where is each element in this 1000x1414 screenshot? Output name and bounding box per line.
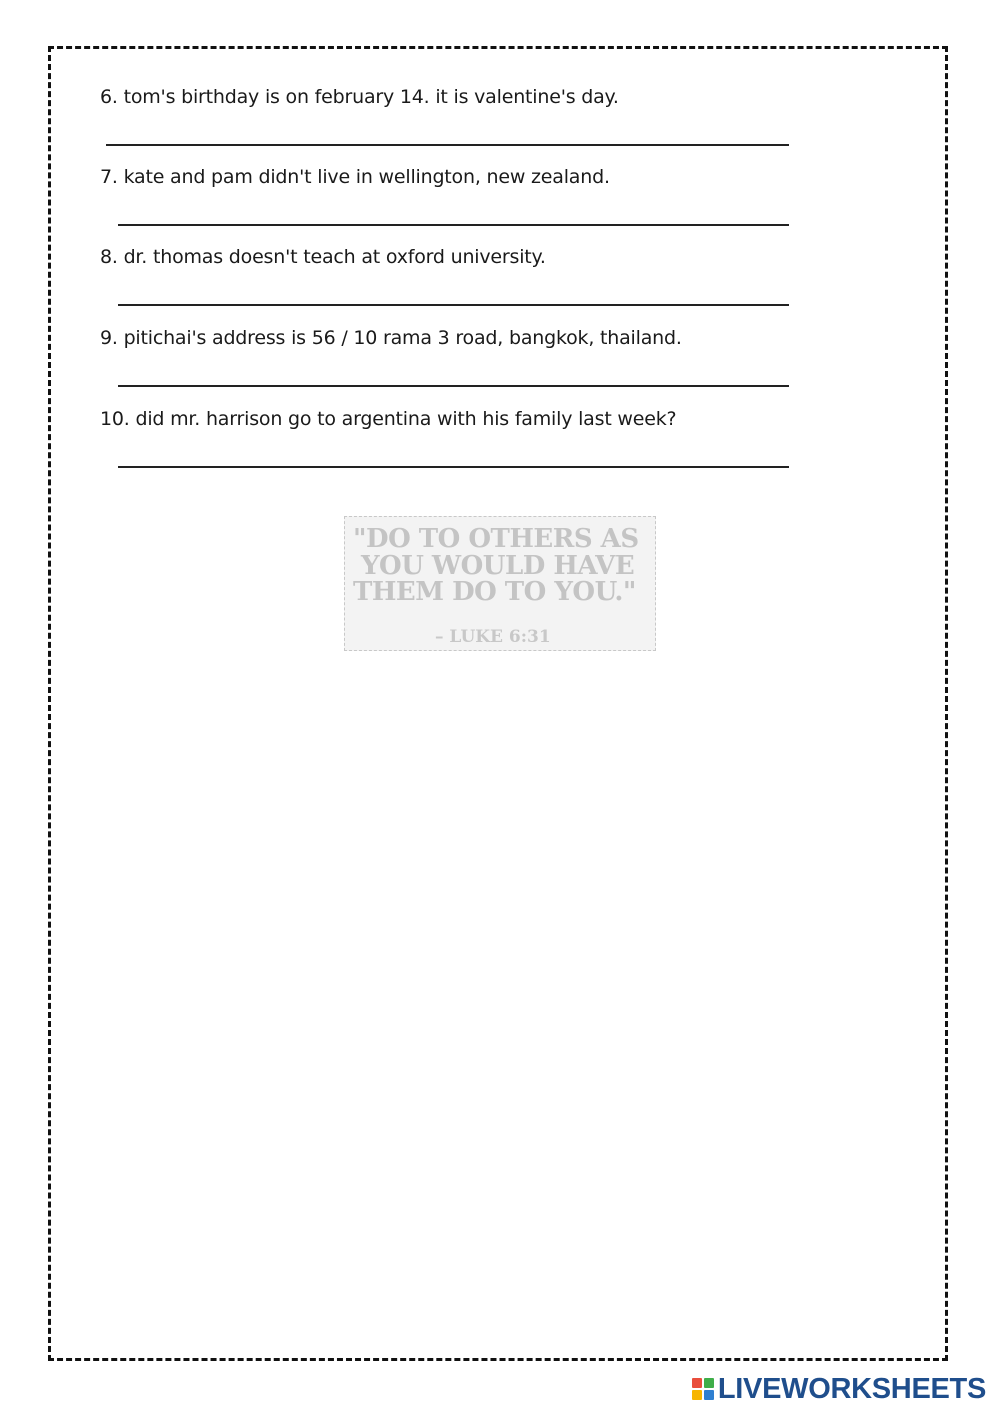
- question-7: 7. kate and pam didn't live in wellington, new zealand.: [100, 166, 610, 188]
- answer-line-6[interactable]: [106, 144, 789, 146]
- liveworksheets-logo: [692, 1372, 986, 1406]
- answer-line-10[interactable]: [118, 466, 789, 468]
- quote-line-2: YOU WOULD HAVE: [361, 551, 635, 581]
- question-8: 8. dr. thomas doesn't teach at oxford university.: [100, 246, 546, 268]
- quote-line-1: "DO TO OTHERS AS: [353, 524, 639, 554]
- brand-name: LIVEWORKSHEETS: [717, 1372, 986, 1405]
- question-10: 10. did mr. harrison go to argentina with his family last week?: [100, 408, 677, 430]
- answer-line-9[interactable]: [118, 385, 789, 387]
- quote-image: [344, 516, 656, 651]
- question-9: 9. pitichai's address is 56 / 10 rama 3 road, bangkok, thailand.: [100, 327, 682, 349]
- liveworksheets-logo-icon: [692, 1378, 714, 1400]
- answer-line-8[interactable]: [118, 304, 789, 306]
- answer-line-7[interactable]: [118, 224, 789, 226]
- question-6: 6. tom's birthday is on february 14. it is valentine's day.: [100, 86, 619, 108]
- quote-reference: – LUKE 6:31: [435, 627, 551, 647]
- quote-line-3: THEM DO TO YOU.": [353, 577, 636, 607]
- worksheet-border: [48, 46, 948, 1361]
